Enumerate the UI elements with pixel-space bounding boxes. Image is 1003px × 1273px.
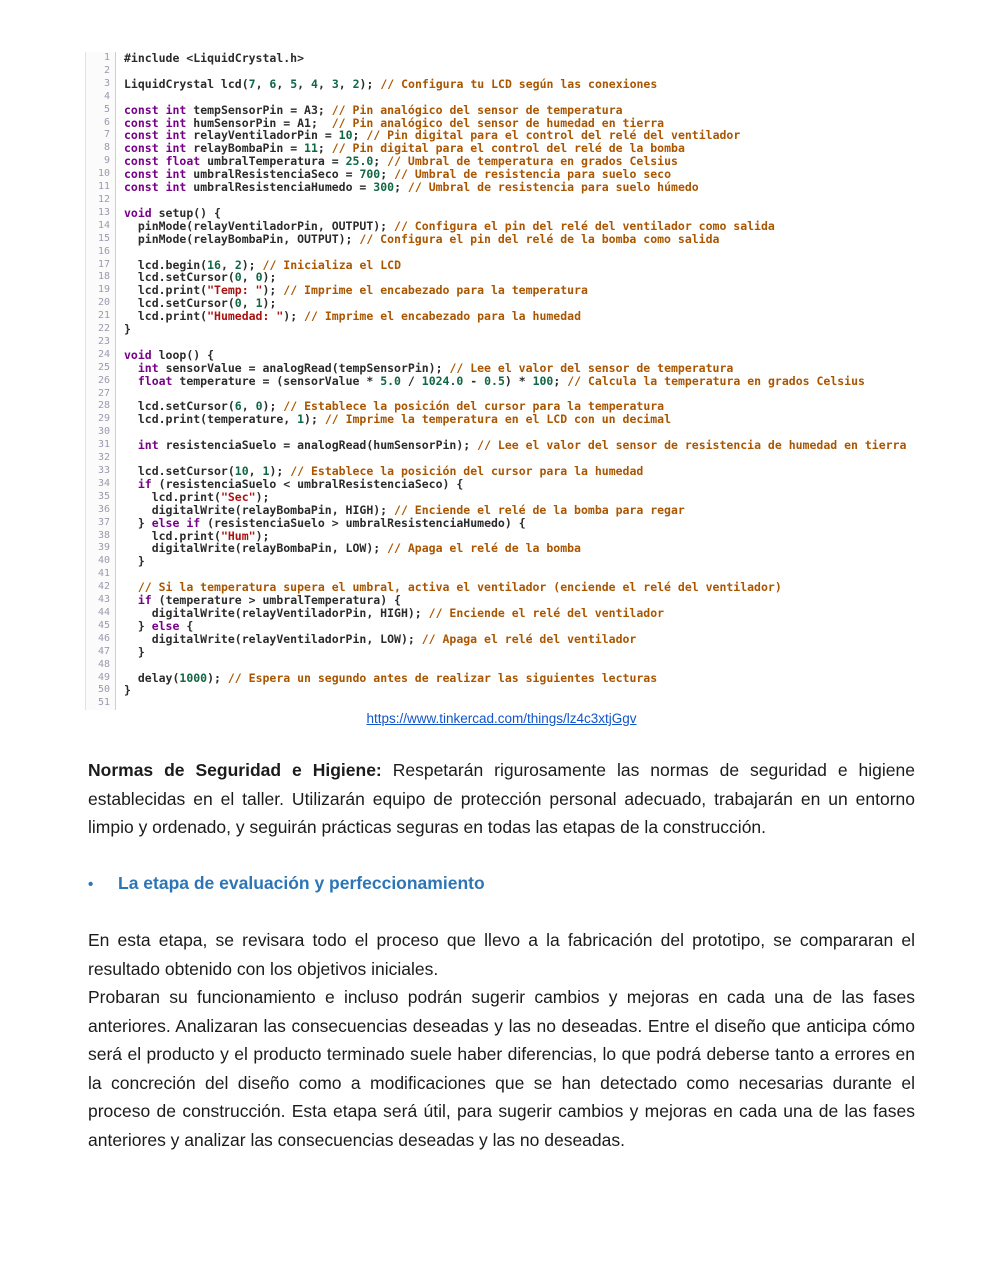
code-text: // Si la temperatura supera el umbral, activa el ventilador (enciende el relé del ventilador) bbox=[137, 580, 782, 595]
line-number: 50 bbox=[85, 684, 116, 697]
code-line bbox=[85, 684, 906, 697]
code-line bbox=[85, 336, 906, 349]
line-number: 16 bbox=[85, 246, 116, 259]
line-number: 26 bbox=[85, 375, 116, 388]
code-text: int resistenciaSuelo = analogRead(humSensorPin); // Lee el valor del sensor de resistencia de humedad en tierra bbox=[137, 438, 907, 453]
code-line bbox=[85, 646, 906, 659]
code-text: pinMode(relayVentiladorPin, OUTPUT); // Configura el pin del relé del ventilador como salida bbox=[124, 218, 775, 233]
line-number: 18 bbox=[85, 271, 116, 284]
evaluacion-paragraph-1: En esta etapa, se revisara todo el proceso que llevo a la fabricación del prototipo, se compararan el resultado obtenido con los objetivos iniciales. bbox=[88, 930, 915, 979]
code-text: lcd.print("Temp: "); // Imprime el encabezado para la temperatura bbox=[124, 283, 588, 298]
line-number: 29 bbox=[85, 413, 116, 426]
normas-body: Respetarán rigurosamente las normas de seguridad e higiene establecidas en el taller. Utilizarán equipo de protección personal adecuado, trabajarán en un entorno limpio y ordenado, y seguirán prácticas seguras en todas las etapas de la construcción. bbox=[88, 760, 915, 837]
evaluacion-heading bbox=[88, 869, 915, 900]
code-line bbox=[85, 78, 906, 91]
line-number: 48 bbox=[85, 659, 116, 672]
evaluacion-paragraph-2: Probaran su funcionamiento e incluso podrán sugerir cambios y mejoras en cada una de las fases anteriores. Analizaran las consecuencias deseadas y las no deseadas. Entre el diseño que anticipa cómo será el producto y el producto terminado suele haber diferencias, lo que podrá deberse tanto a errores en la concreción del diseño como a modificaciones que se han detectado como necesarias durante el proceso de construcción. Esta etapa será útil, para sugerir cambios y mejoras en cada una de las fases anteriores y analizar las consecuencias deseadas y las no deseadas. bbox=[88, 987, 915, 1150]
line-number: 20 bbox=[85, 297, 116, 310]
code-text: if (temperature > umbralTemperatura) { bbox=[137, 593, 401, 608]
code-text bbox=[116, 659, 124, 672]
line-number: 3 bbox=[85, 78, 116, 91]
line-number: 19 bbox=[85, 284, 116, 297]
line-number: 47 bbox=[85, 646, 116, 659]
code-text: lcd.print("Sec"); bbox=[124, 489, 270, 504]
code-text: const int relayVentiladorPin = 10; // Pin digital para el control del relé del ventilador bbox=[124, 128, 741, 143]
line-number: 32 bbox=[85, 452, 116, 465]
code-text: } else { bbox=[124, 618, 194, 633]
line-number: 34 bbox=[85, 478, 116, 491]
code-line bbox=[85, 465, 906, 478]
code-text bbox=[116, 91, 124, 104]
code-text: lcd.print("Hum"); bbox=[124, 528, 270, 543]
line-number: 17 bbox=[85, 259, 116, 272]
code-line bbox=[85, 310, 906, 323]
code-text: digitalWrite(relayVentiladorPin, LOW); // Apaga el relé del ventilador bbox=[124, 631, 637, 646]
line-number: 4 bbox=[85, 91, 116, 104]
line-number: 46 bbox=[85, 633, 116, 646]
code-line bbox=[85, 323, 906, 336]
line-number: 42 bbox=[85, 581, 116, 594]
line-number: 28 bbox=[85, 400, 116, 413]
code-text: digitalWrite(relayBombaPin, HIGH); // Enciende el relé de la bomba para regar bbox=[124, 502, 685, 517]
code-line bbox=[85, 233, 906, 246]
line-number: 1 bbox=[85, 52, 116, 65]
code-text: lcd.setCursor(0, 0); bbox=[124, 270, 277, 285]
code-line bbox=[85, 181, 906, 194]
line-number: 30 bbox=[85, 426, 116, 439]
code-text: void setup() { bbox=[124, 205, 221, 220]
line-number: 39 bbox=[85, 542, 116, 555]
code-line bbox=[85, 375, 906, 388]
code-text: } bbox=[124, 644, 145, 659]
code-text: if (resistenciaSuelo < umbralResistenciaSeco) { bbox=[137, 476, 464, 491]
code-text: } bbox=[124, 683, 131, 698]
code-text bbox=[116, 568, 124, 581]
code-line bbox=[85, 52, 906, 65]
line-number: 6 bbox=[85, 117, 116, 130]
line-number: 23 bbox=[85, 336, 116, 349]
line-number: 15 bbox=[85, 233, 116, 246]
code-text: } bbox=[124, 554, 145, 569]
code-text: digitalWrite(relayVentiladorPin, HIGH); // Enciende el relé del ventilador bbox=[124, 605, 665, 620]
line-number: 13 bbox=[85, 207, 116, 220]
normas-lead: Normas de Seguridad e Higiene: bbox=[88, 760, 382, 780]
code-text: } bbox=[124, 322, 131, 337]
line-number: 40 bbox=[85, 555, 116, 568]
code-text: const int relayBombaPin = 11; // Pin digital para el control del relé de la bomba bbox=[124, 141, 685, 156]
line-number: 41 bbox=[85, 568, 116, 581]
line-number: 31 bbox=[85, 439, 116, 452]
line-number: 45 bbox=[85, 620, 116, 633]
link-row bbox=[0, 710, 1003, 727]
code-text bbox=[116, 336, 124, 349]
code-text: lcd.print("Humedad: "); // Imprime el encabezado para la humedad bbox=[124, 309, 581, 324]
bullet-icon: • bbox=[88, 875, 94, 893]
code-text: digitalWrite(relayBombaPin, LOW); // Apaga el relé de la bomba bbox=[124, 541, 581, 556]
line-number: 27 bbox=[85, 388, 116, 401]
code-text: lcd.setCursor(10, 1); // Establece la posición del cursor para la humedad bbox=[124, 464, 644, 478]
code-text: lcd.print(temperature, 1); // Imprime la temperatura en el LCD con un decimal bbox=[124, 412, 671, 427]
line-number: 49 bbox=[85, 672, 116, 685]
line-number: 51 bbox=[85, 697, 116, 710]
code-text: lcd.setCursor(6, 0); // Establece la posición del cursor para la temperatura bbox=[124, 399, 665, 414]
line-number: 10 bbox=[85, 168, 116, 181]
code-line bbox=[85, 633, 906, 646]
line-number: 33 bbox=[85, 465, 116, 478]
code-text bbox=[116, 246, 124, 259]
evaluacion-heading-label: La etapa de evaluación y perfeccionamiento bbox=[118, 872, 485, 893]
line-number: 38 bbox=[85, 530, 116, 543]
code-text: int sensorValue = analogRead(tempSensorPin); // Lee el valor del sensor de temperatura bbox=[137, 360, 734, 375]
line-number: 35 bbox=[85, 491, 116, 504]
code-line bbox=[85, 194, 906, 207]
code-text: #include <LiquidCrystal.h> bbox=[124, 51, 305, 65]
line-number: 9 bbox=[85, 155, 116, 168]
line-number: 25 bbox=[85, 362, 116, 375]
line-number: 14 bbox=[85, 220, 116, 233]
code-text: float temperature = (sensorValue * 5.0 / 1024.0 - 0.5) * 100; // Calcula la temperatura en grados Celsius bbox=[137, 373, 865, 388]
code-text: pinMode(relayBombaPin, OUTPUT); // Configura el pin del relé de la bomba como salida bbox=[124, 231, 720, 246]
code-text bbox=[116, 452, 124, 465]
code-line bbox=[85, 413, 906, 426]
code-line bbox=[85, 542, 906, 555]
line-number: 2 bbox=[85, 65, 116, 78]
code-line bbox=[85, 517, 906, 530]
line-number: 43 bbox=[85, 594, 116, 607]
code-line bbox=[85, 697, 906, 710]
code-text: void loop() { bbox=[124, 347, 215, 362]
line-number: 36 bbox=[85, 504, 116, 517]
line-number: 37 bbox=[85, 517, 116, 530]
code-text bbox=[116, 426, 124, 439]
code-line bbox=[85, 555, 906, 568]
code-text: const float umbralTemperatura = 25.0; // Umbral de temperatura en grados Celsius bbox=[124, 154, 678, 169]
code-text bbox=[116, 388, 124, 401]
code-text: delay(1000); // Espera un segundo antes de realizar las siguientes lecturas bbox=[124, 670, 658, 685]
code-text: const int tempSensorPin = A3; // Pin analógico del sensor de temperatura bbox=[124, 102, 623, 117]
tinkercad-link[interactable]: https://www.tinkercad.com/things/lz4c3xtjGgv bbox=[366, 711, 637, 726]
code-line bbox=[85, 607, 906, 620]
code-text: } else if (resistenciaSuelo > umbralResistenciaHumedo) { bbox=[124, 515, 526, 530]
code-text: const int umbralResistenciaSeco = 700; // Umbral de resistencia para suelo seco bbox=[124, 167, 672, 182]
code-line bbox=[85, 478, 906, 491]
line-number: 21 bbox=[85, 310, 116, 323]
line-number: 22 bbox=[85, 323, 116, 336]
text-section bbox=[88, 756, 915, 1154]
code-text bbox=[116, 65, 124, 78]
line-number: 8 bbox=[85, 142, 116, 155]
code-line bbox=[85, 672, 906, 685]
code-editor bbox=[85, 52, 906, 710]
code-text bbox=[116, 697, 124, 710]
normas-paragraph bbox=[88, 756, 915, 842]
line-number: 7 bbox=[85, 129, 116, 142]
code-text: lcd.setCursor(0, 1); bbox=[124, 296, 277, 311]
code-line bbox=[85, 504, 906, 517]
line-number: 11 bbox=[85, 181, 116, 194]
code-text: LiquidCrystal lcd(7, 6, 5, 4, 3, 2); // Configura tu LCD según las conexiones bbox=[124, 76, 658, 91]
code-line bbox=[85, 439, 906, 452]
code-text: const int humSensorPin = A1; // Pin analógico del sensor de humedad en tierra bbox=[124, 115, 665, 130]
line-number: 12 bbox=[85, 194, 116, 207]
line-number: 24 bbox=[85, 349, 116, 362]
code-text bbox=[116, 194, 124, 207]
code-text: const int umbralResistenciaHumedo = 300; // Umbral de resistencia para suelo húmedo bbox=[124, 180, 699, 195]
line-number: 5 bbox=[85, 104, 116, 117]
line-number: 44 bbox=[85, 607, 116, 620]
code-text: lcd.begin(16, 2); // Inicializa el LCD bbox=[124, 257, 402, 272]
